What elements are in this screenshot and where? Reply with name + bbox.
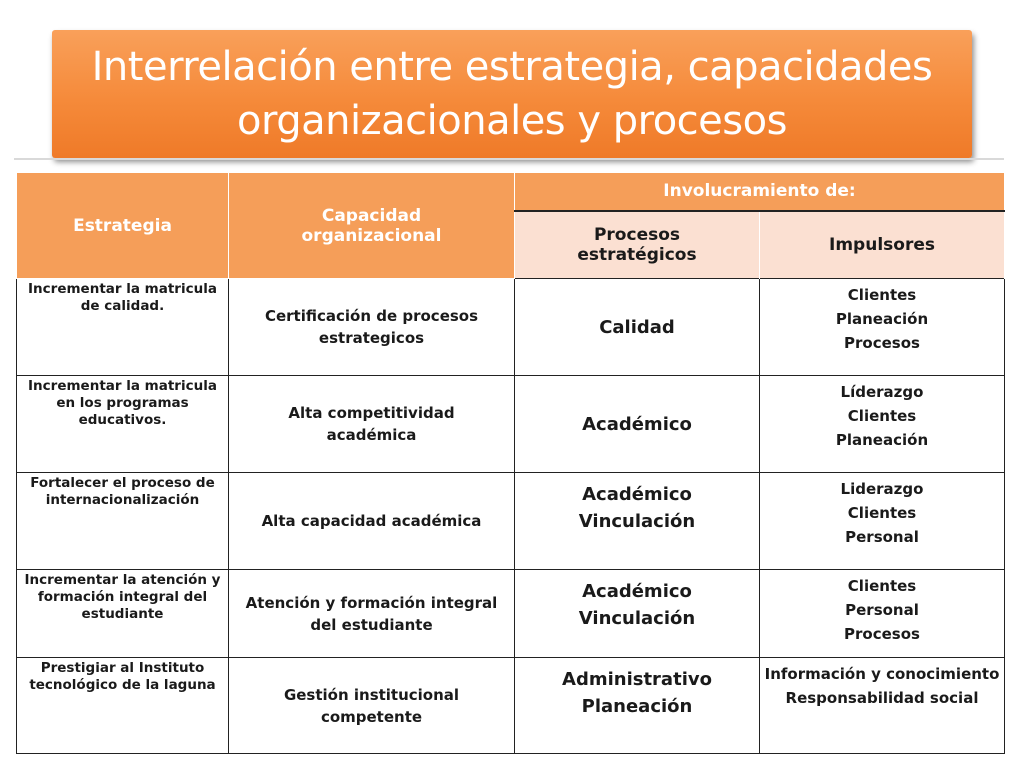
cell-procesos bbox=[515, 473, 760, 570]
cell-capacidad: Atención y formación integral del estudiante bbox=[229, 570, 515, 658]
cell-procesos bbox=[515, 570, 760, 658]
impulsor-item: Personal bbox=[845, 601, 919, 619]
strategy-table bbox=[16, 172, 1005, 754]
header-procesos: Procesos estratégicos bbox=[515, 211, 760, 279]
cell-impulsores bbox=[760, 570, 1005, 658]
slide-title-box bbox=[52, 30, 972, 158]
cell-estrategia: Fortalecer el proceso de internacionalización bbox=[17, 473, 229, 570]
impulsor-item: Clientes bbox=[847, 286, 917, 304]
impulsor-item: Clientes bbox=[847, 577, 917, 595]
cell-estrategia: Incrementar la matricula de calidad. bbox=[17, 279, 229, 376]
cell-estrategia: Incrementar la matricula en los programas educativos. bbox=[17, 376, 229, 473]
slide-title: Interrelación entre estrategia, capacidades organizacionales y procesos bbox=[91, 44, 933, 144]
proceso-item: Académico bbox=[582, 484, 692, 505]
cell-capacidad: Gestión institucional competente bbox=[229, 658, 515, 754]
proceso-item: Vinculación bbox=[578, 608, 696, 629]
table-row bbox=[17, 279, 1005, 376]
cell-capacidad: Alta capacidad académica bbox=[229, 473, 515, 570]
cell-impulsores bbox=[760, 473, 1005, 570]
impulsor-item: Liderazgo bbox=[840, 480, 924, 498]
impulsor-item: Planeación bbox=[835, 431, 929, 449]
cell-capacidad: Alta competitividad académica bbox=[229, 376, 515, 473]
proceso-item: Administrativo bbox=[562, 669, 712, 690]
title-divider bbox=[14, 158, 1004, 160]
header-capacidad: Capacidad organizacional bbox=[229, 173, 515, 279]
table-row bbox=[17, 658, 1005, 754]
table-row bbox=[17, 570, 1005, 658]
cell-impulsores bbox=[760, 658, 1005, 754]
table-row bbox=[17, 376, 1005, 473]
impulsor-item: Procesos bbox=[844, 334, 920, 352]
proceso-item: Planeación bbox=[581, 696, 693, 717]
cell-estrategia: Incrementar la atención y formación integral del estudiante bbox=[17, 570, 229, 658]
header-impulsores: Impulsores bbox=[760, 211, 1005, 279]
proceso-item: Calidad bbox=[599, 316, 675, 338]
cell-impulsores bbox=[760, 279, 1005, 376]
cell-procesos bbox=[515, 376, 760, 473]
proceso-item: Vinculación bbox=[578, 511, 696, 532]
proceso-item: Académico bbox=[582, 413, 692, 435]
cell-estrategia: Prestigiar al Instituto tecnológico de la laguna bbox=[17, 658, 229, 754]
impulsor-item: Clientes bbox=[847, 407, 917, 425]
impulsor-item: Responsabilidad social bbox=[785, 689, 979, 707]
table-row bbox=[17, 473, 1005, 570]
cell-procesos bbox=[515, 658, 760, 754]
header-estrategia: Estrategia bbox=[17, 173, 229, 279]
impulsor-item: Personal bbox=[845, 528, 919, 546]
impulsor-item: Clientes bbox=[847, 504, 917, 522]
cell-capacidad: Certificación de procesos estrategicos bbox=[229, 279, 515, 376]
impulsor-item: Planeación bbox=[835, 310, 929, 328]
impulsor-item: Procesos bbox=[844, 625, 920, 643]
cell-procesos bbox=[515, 279, 760, 376]
impulsor-item: Información y conocimiento bbox=[764, 665, 1000, 683]
impulsor-item: Líderazgo bbox=[840, 383, 924, 401]
header-involucramiento: Involucramiento de: bbox=[515, 173, 1005, 211]
proceso-item: Académico bbox=[582, 581, 692, 602]
cell-impulsores bbox=[760, 376, 1005, 473]
